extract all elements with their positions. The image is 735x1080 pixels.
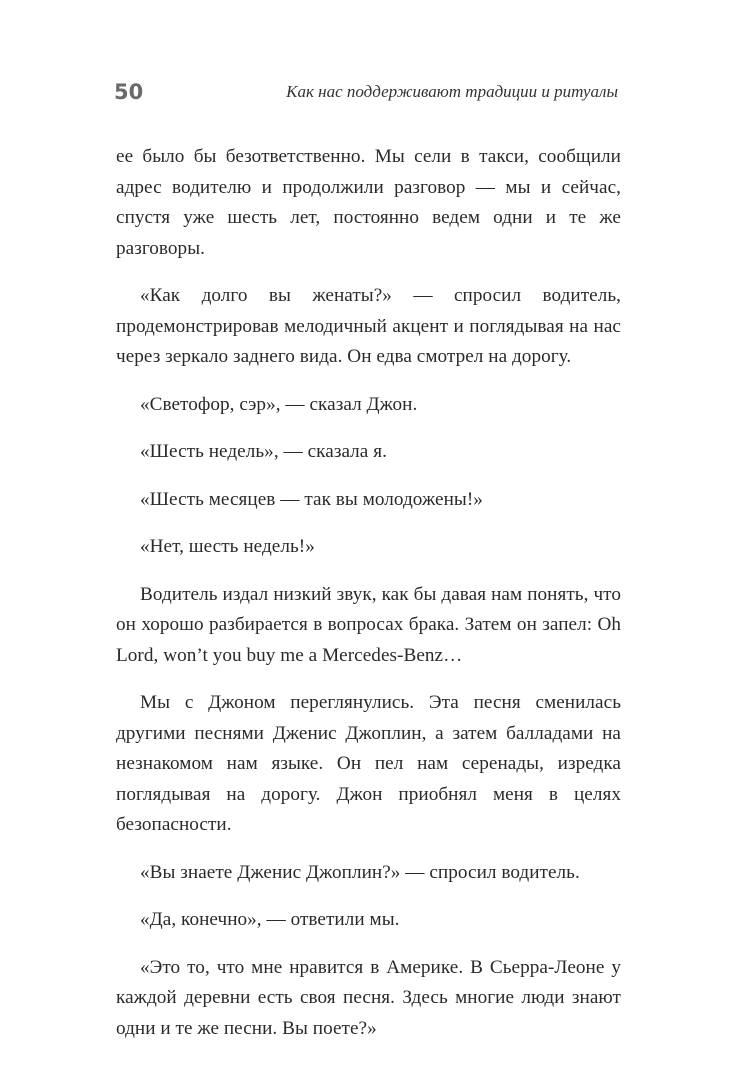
page-number: 50 — [114, 80, 144, 104]
paragraph: «Нет, шесть недель!» — [140, 536, 315, 557]
paragraph: Мы с Джоном переглянулись. Эта песня сменилась другими песнями Дженис Джоплин, а затем балладами на незнакомом нам языке. Он пел нам серенады, изредка поглядывая на дорогу. Джон приобнял меня в целях безопасности. — [116, 692, 621, 835]
paragraph: «Светофор, сэр», — сказал Джон. — [140, 393, 418, 415]
paragraph: «Вы знаете Дженис Джоплин?» — спросил водитель. — [140, 861, 580, 883]
paragraph: «Шесть месяцев — так вы молодожены!» — [140, 488, 483, 510]
running-head: Как нас поддерживают традиции и ритуалы — [286, 82, 618, 101]
paragraph: «Да, конечно», — ответили мы. — [140, 909, 400, 930]
paragraph: «Как долго вы женаты?» — спросил водитель, продемонстрировав мелодичный акцент и поглядывая на нас через зеркало заднего вида. Он едва смотрел на дорогу. — [116, 285, 621, 367]
paragraph: «Это то, что мне нравится в Америке. В Сьерра-Леоне у каждой деревни есть своя песня. Здесь многие люди знают одни и те же песни. Вы поете?» — [116, 956, 621, 1039]
page-header — [114, 78, 618, 108]
body-text — [116, 142, 621, 1061]
paragraph: Водитель издал низкий звук, как бы давая нам понять, что он хорошо разбирается в вопросах брака. Затем он запел: Oh Lord, won’t you buy me a Mercedes-Benz… — [116, 583, 621, 666]
paragraph: «Шесть недель», — сказала я. — [140, 441, 387, 462]
paragraph: ее было бы безответственно. Мы сели в такси, сообщили адрес водителю и продолжили разговор — мы и сейчас, спустя уже шесть лет, постоянно ведем одни и те же разговоры. — [116, 146, 621, 259]
